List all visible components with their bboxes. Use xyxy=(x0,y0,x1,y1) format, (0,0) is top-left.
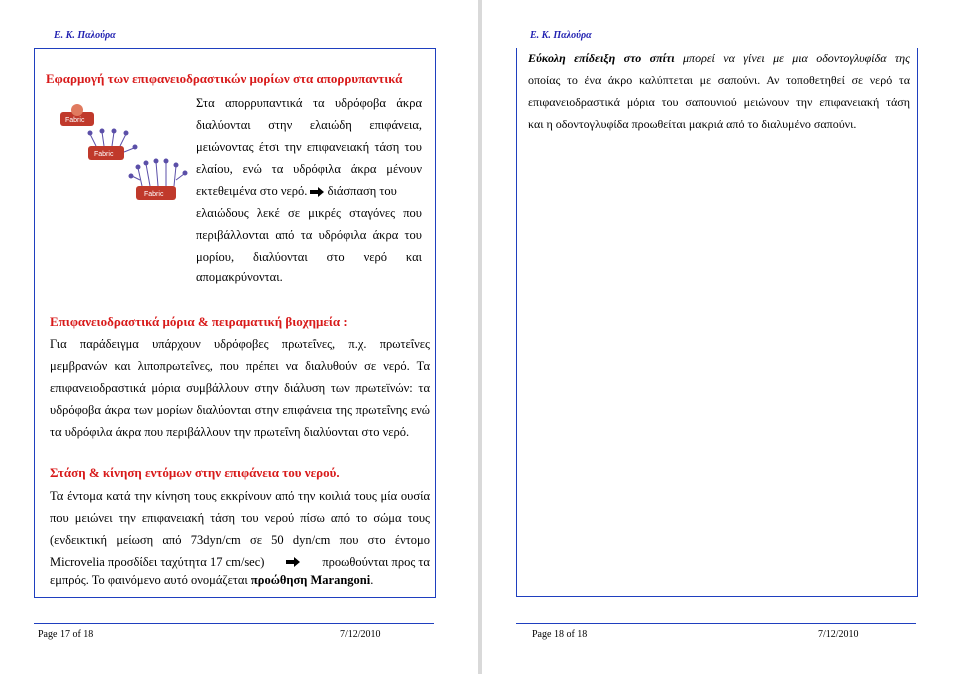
p18-line-4: και η οδοντογλυφίδα προωθείται μακριά από το διαλυμένο σαπούνι. xyxy=(528,117,857,131)
para1-line-5-lead: εκτεθειμένα στο νερό. xyxy=(196,184,308,198)
footer-date: 7/12/2010 xyxy=(818,629,859,640)
fabric-label-2: Fabric xyxy=(94,151,114,158)
footer-page-number: Page 17 of 18 xyxy=(38,629,94,640)
fabric-label-1: Fabric xyxy=(65,117,85,124)
para1-line-5-tail: διάσπαση του xyxy=(327,184,397,198)
para1-line-7: περιβάλλονται από τα υδρόφιλα άκρα του xyxy=(196,228,422,242)
right-arrow-icon xyxy=(286,557,300,567)
marangoni-term: προώθηση Marangoni xyxy=(250,573,371,587)
p18-line-3: επιφανειοδραστικά μόρια του σαπουνιού μειώνουν την επιφανειακή τάση xyxy=(528,95,910,109)
section2-line-3: επιφανειοδραστικά μόρια συμβάλλουν στην διάλυση των πρωτεϊνών: τα xyxy=(50,381,430,395)
fabric-label-3: Fabric xyxy=(144,191,164,198)
section3-line-4-lead: Microvelia προσδίδει ταχύτητα 17 cm/sec) xyxy=(50,555,265,569)
header-author: Ε. Κ. Παλούρα xyxy=(54,30,116,41)
para1-line-1: Στα απορρυπαντικά τα υδρόφοβα άκρα xyxy=(196,96,422,110)
para1-line-2: διαλύονται στην ελαιώδη επιφάνεια, xyxy=(196,118,422,132)
page-18 xyxy=(482,0,960,674)
para1-line-9: απομακρύνονται. xyxy=(196,270,283,284)
para1-line-4: ελαίου, ενώ τα υδρόφιλα άκρα μένουν xyxy=(196,162,422,176)
section3-line-3: (ενδεικτική μείωση από 73dyn/cm σε 50 dyn/cm που στο έντομο xyxy=(50,533,430,547)
section2-line-5: τα υδρόφιλα άκρα που περιβάλλουν την πρωτεΐνη διαλύονται στο νερό. xyxy=(50,425,410,439)
section3-line-2: που μειώνει την επιφανειακή τάση του νερού πίσω από το σώμα τους xyxy=(50,511,430,525)
page-17 xyxy=(0,0,478,674)
footer-date: 7/12/2010 xyxy=(340,629,381,640)
fabric-molecules-illustration xyxy=(60,96,190,206)
section-title-detergents: Εφαρμογή των επιφανειοδραστικών μορίων στα απορρυπαντικά xyxy=(46,71,403,86)
para1-line-6: ελαιώδους λεκέ σε μικρές σταγόνες που xyxy=(196,206,422,220)
header-author: Ε. Κ. Παλούρα xyxy=(530,30,592,41)
right-arrow-icon xyxy=(310,187,324,197)
section3-line-5-end: . xyxy=(370,573,374,587)
footer-page-number: Page 18 of 18 xyxy=(532,629,588,640)
p18-line-2: οποίας το ένα άκρο καλύπτεται με σαπούνι. Αν τοποθετηθεί σε νερό τα xyxy=(528,73,910,87)
section3-line-1: Τα έντομα κατά την κίνηση τους εκκρίνουν από την κοιλιά τους μία ουσία xyxy=(50,489,430,503)
section3-line-4-tail: προωθούνται προς τα xyxy=(322,555,430,569)
footer-rule xyxy=(34,623,434,624)
section3-line-5-lead: εμπρός. Το φαινόμενο αυτό ονομάζεται xyxy=(50,573,248,587)
section2-line-2: μεμβρανών και λιποπρωτεΐνες, που πρέπει να διαλυθούν σε νερό. Τα xyxy=(50,359,430,373)
footer-rule xyxy=(516,623,916,624)
para1-line-3: μειώνοντας έτσι την επιφανειακή τάση του xyxy=(196,140,422,154)
section-title-biochemistry: Επιφανειοδραστικά μόρια & πειραματική βιοχημεία : xyxy=(50,314,348,329)
para1-line-8: μορίου, διαλύονται στο νερό και xyxy=(196,250,422,264)
section2-line-4: υδρόφοβα άκρα των μορίων διαλύονται στην επιφάνεια της πρωτεΐνης ενώ xyxy=(50,403,430,417)
p18-lead-bold-italic: Εύκολη επίδειξη στο σπίτι xyxy=(528,51,675,65)
section2-line-1: Για παράδειγμα υπάρχουν υδρόφοβες πρωτεΐνες, π.χ. πρωτεΐνες xyxy=(50,337,430,351)
para1-line-5 xyxy=(196,180,422,202)
section3-line-5 xyxy=(50,569,430,591)
p18-line-1-rest: μπορεί να γίνει με μια οδοντογλυφίδα της xyxy=(683,51,910,65)
p18-line-1 xyxy=(528,47,910,69)
section-title-insects: Στάση & κίνηση εντόμων στην επιφάνεια του νερού. xyxy=(50,465,340,480)
